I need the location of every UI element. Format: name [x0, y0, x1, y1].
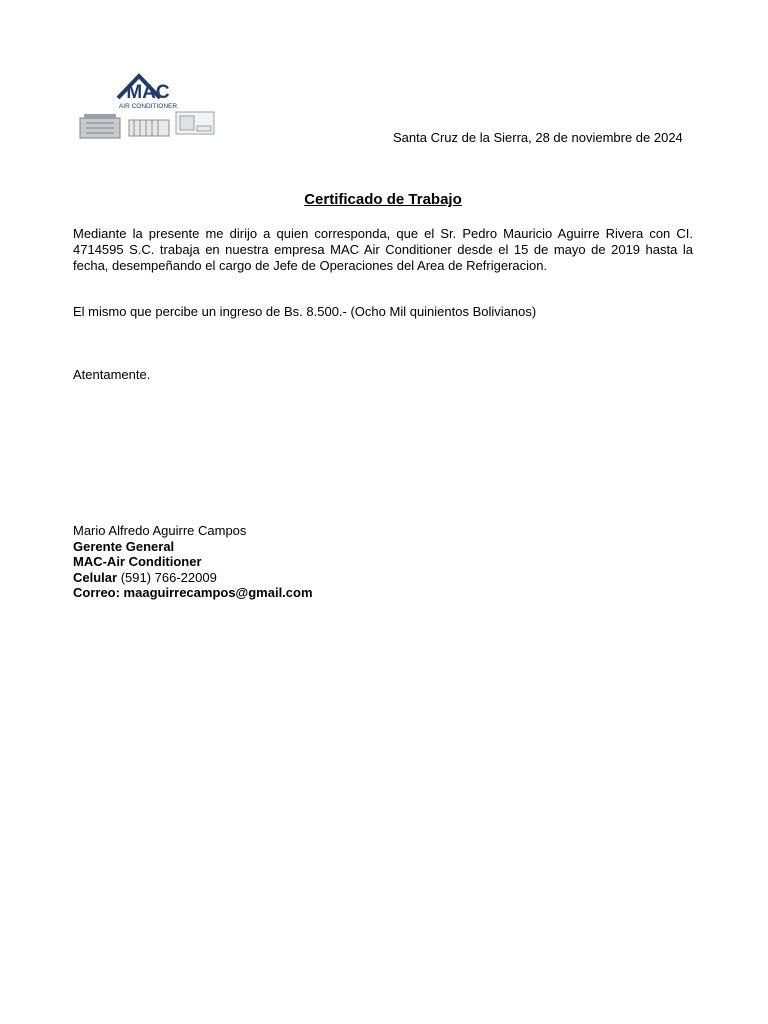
logo-brand-text: MAC [126, 82, 170, 103]
body-paragraph-employment: Mediante la presente me dirijo a quien corresponda, que el Sr. Pedro Mauricio Aguirre Rivera con CI. 4714595 S.C. trabaja en nuestra empresa MAC Air Conditioner desde el 15 de mayo de 2019 hasta la fecha, desempeñando el cargo de Jefe de Operaciones del Area de Refrigeracion. [73, 226, 693, 273]
signatory-company: MAC-Air Conditioner [73, 554, 202, 569]
signatory-position: Gerente General [73, 538, 175, 554]
phone-label: Celular [73, 569, 118, 585]
logo-tagline-text: AIR CONDITIONER [118, 103, 178, 110]
body-paragraph-income: El mismo que percibe un ingreso de Bs. 8.500.- (Ocho Mil quinientos Bolivianos) [73, 304, 537, 319]
ac-units-icon [80, 112, 214, 138]
signatory-name: Mario Alfredo Aguirre Campos [73, 523, 247, 538]
company-logo [76, 68, 216, 144]
signature-block [73, 523, 313, 601]
document-title: Certificado de Trabajo [304, 191, 462, 208]
phone-line [73, 570, 313, 586]
date-line: Santa Cruz de la Sierra, 28 de noviembre de 2024 [393, 130, 683, 145]
email-line: Correo: maaguirrecampos@gmail.com [73, 585, 313, 600]
closing-text: Atentamente. [73, 367, 151, 382]
phone-number: (591) 766-22009 [120, 569, 217, 585]
